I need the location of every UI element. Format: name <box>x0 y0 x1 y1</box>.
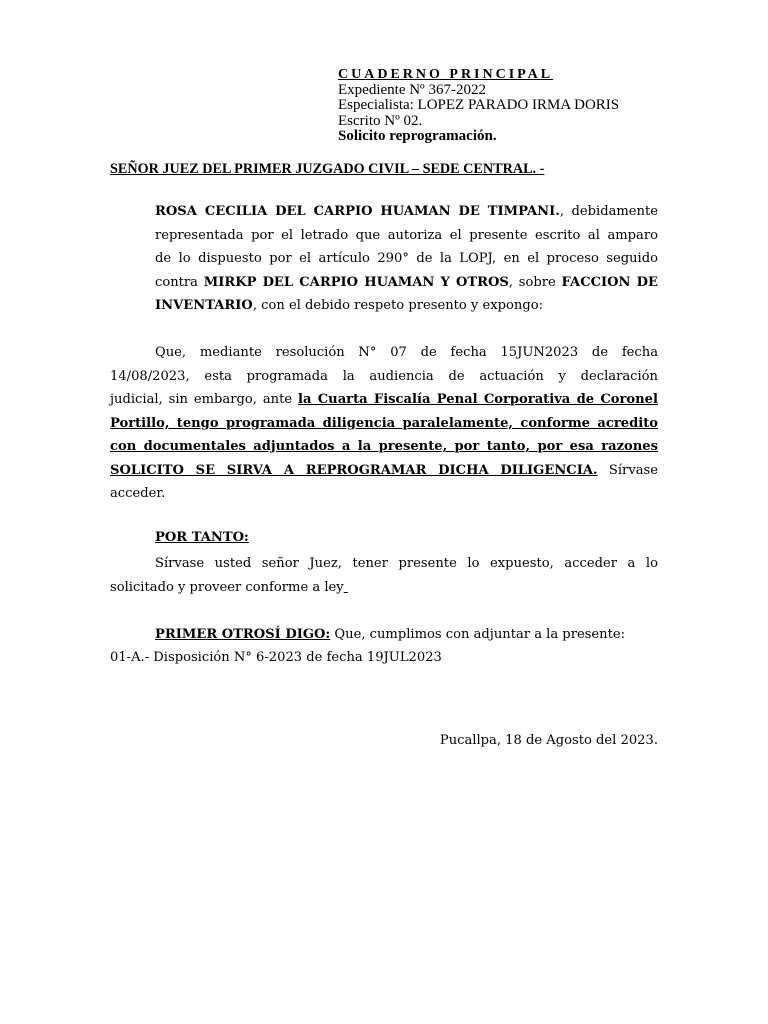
body-paragraph <box>110 341 658 506</box>
otrosi-heading: PRIMER OTROSÍ DIGO: <box>155 627 331 642</box>
place-date: Pucallpa, 18 de Agosto del 2023. <box>439 733 658 748</box>
attachment-item: 01-A.- Disposición N° 6-2023 de fecha 19JUL2023 <box>110 650 442 665</box>
especialista-name: Especialista: LOPEZ PARADO IRMA DORIS <box>338 97 620 113</box>
otrosi-text: Que, cumplimos con adjuntar a la presente: <box>330 627 626 642</box>
intro-text: , sobre <box>508 274 562 290</box>
body-text: Sírvase <box>597 462 658 478</box>
matter-name: INVENTARIO <box>155 298 253 313</box>
attachment-list <box>110 646 658 670</box>
matter-name: FACCION DE <box>561 274 658 290</box>
intro-text: , debidamente <box>559 204 658 219</box>
por-tanto-line: solicitado y proveer conforme a ley <box>110 579 344 595</box>
intro-line: representada por el letrado que autoriza el presente escrito al amparo <box>155 227 658 243</box>
escrito-number: Escrito Nº 02. <box>338 112 423 129</box>
body-emphasis: con documentales adjuntados a la presente, por tanto, por esa razones <box>110 439 658 454</box>
expediente-number: Expediente Nº 367-2022 <box>338 81 486 98</box>
body-line: 14/08/2023, esta programada la audiencia de actuación y declaración <box>110 368 658 384</box>
body-line: Que, mediante resolución N° 07 de fecha 15JUN2023 de fecha <box>155 345 658 360</box>
intro-paragraph <box>155 200 658 318</box>
por-tanto-heading: POR TANTO: <box>155 530 249 545</box>
party-name: ROSA CECILIA DEL CARPIO HUAMAN DE TIMPANI. <box>155 204 560 219</box>
fiscalia-reference: la Cuarta Fiscalía Penal Corporativa de Coronel <box>298 392 658 407</box>
defendant-name: MIRKP DEL CARPIO HUAMAN Y OTROS <box>203 274 509 290</box>
por-tanto-line: Sírvase usted señor Juez, tener presente lo expuesto, acceder a lo <box>155 556 658 571</box>
cuaderno-title: CUADERNO PRINCIPAL <box>338 67 554 82</box>
sumilla: Solicito reprogramación. <box>338 128 497 144</box>
por-tanto-paragraph <box>110 552 658 599</box>
document-header <box>338 67 748 145</box>
otrosi-paragraph <box>110 623 658 647</box>
body-line: acceder. <box>110 486 166 501</box>
body-text: judicial, sin embargo, ante <box>110 392 298 407</box>
addressee-line: SEÑOR JUEZ DEL PRIMER JUZGADO CIVIL – SEDE CENTRAL. - <box>110 161 545 177</box>
body-emphasis: Portillo, tengo programada diligencia paralelamente, conforme acredito <box>110 415 658 431</box>
intro-line: de lo dispuesto por el artículo 290° de la LOPJ, en el proceso seguido <box>155 251 658 266</box>
request-statement: SOLICITO SE SIRVA A REPROGRAMAR DICHA DILIGENCIA. <box>110 462 598 478</box>
intro-text: , con el debido respeto presento y expongo: <box>252 298 544 313</box>
intro-text: contra <box>155 274 204 290</box>
